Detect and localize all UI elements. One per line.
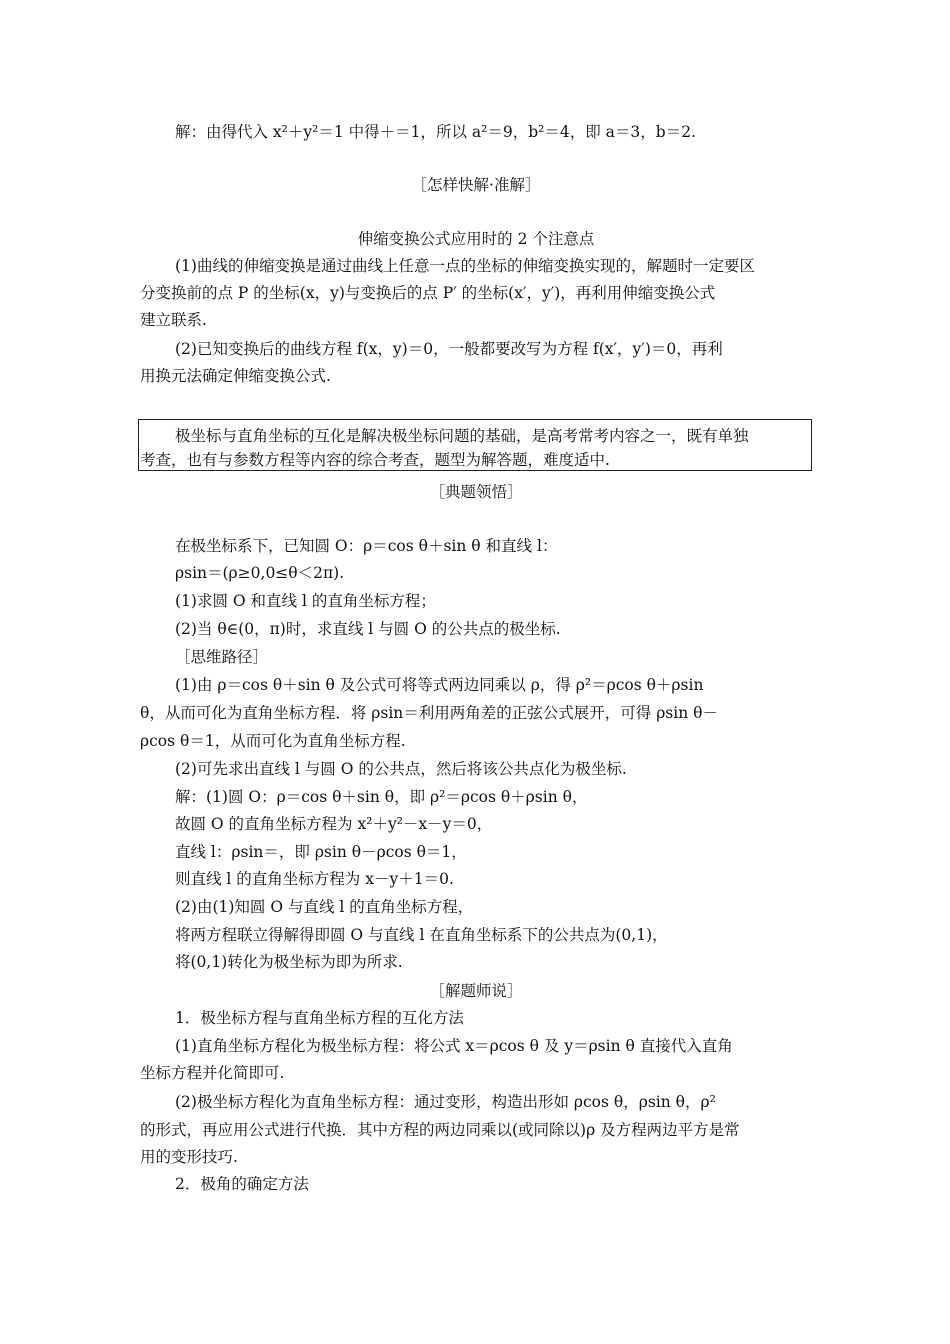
paragraph-line: 建立联系.	[140, 311, 207, 329]
solution-line: 直线 l：ρsin＝，即 ρsin θ－ρcos θ＝1，	[175, 843, 467, 861]
paragraph-line: 的形式，再应用公式进行代换．其中方程的两边同乘以(或同除以)ρ 及方程两边平方是常	[140, 1121, 740, 1139]
paragraph-line: (2)已知变换后的曲线方程 f(x，y)＝0，一般都要改写为方程 f(x′，y′)＝0，再利	[175, 340, 723, 358]
paragraph-line: ρcos θ＝1，从而可化为直角坐标方程.	[140, 732, 406, 750]
paragraph-line: θ，从而可化为直角坐标方程．将 ρsin＝利用两角差的正弦公式展开，可得 ρsin θ－	[140, 704, 718, 722]
problem-line: (1)求圆 O 和直线 l 的直角坐标方程；	[175, 592, 436, 610]
solution-line: 解：(1)圆 O：ρ＝cos θ＋sin θ，即 ρ²＝ρcos θ＋ρsin θ，	[175, 788, 588, 806]
solution-line: (2)由(1)知圆 O 与直线 l 的直角坐标方程，	[175, 898, 474, 916]
section-heading: ［怎样快解·准解］	[411, 176, 541, 194]
problem-line: (2)当 θ∈(0，π)时，求直线 l 与圆 O 的公共点的极坐标.	[175, 620, 561, 638]
paragraph-line: 用的变形技巧.	[140, 1148, 238, 1166]
section-heading: ［典题领悟］	[429, 483, 523, 501]
subsection-title: 伸缩变换公式应用时的 2 个注意点	[357, 230, 595, 248]
section-heading: ［解题师说］	[429, 982, 523, 1000]
numbered-heading: 1．极坐标方程与直角坐标方程的互化方法	[175, 1009, 464, 1027]
paragraph-line: (2)极坐标方程化为直角坐标方程：通过变形，构造出形如 ρcos θ，ρsin θ，ρ²	[175, 1093, 716, 1111]
numbered-heading: 2．极角的确定方法	[175, 1175, 309, 1193]
paragraph-line: 分变换前的点 P 的坐标(x，y)与变换后的点 P′ 的坐标(x′，y′)，再利用伸缩变换公式	[140, 284, 716, 302]
problem-line: ρsin＝(ρ≥0,0≤θ＜2π).	[175, 564, 345, 582]
paragraph-line: 用换元法确定伸缩变换公式.	[140, 367, 331, 385]
paragraph-line: (1)曲线的伸缩变换是通过曲线上任意一点的坐标的伸缩变换实现的，解题时一定要区	[175, 257, 755, 275]
summary-line: 极坐标与直角坐标的互化是解决极坐标问题的基础，是高考常考内容之一，既有单独	[175, 427, 749, 445]
solution-line: 将两方程联立得解得即圆 O 与直线 l 在直角坐标系下的公共点为(0,1)，	[175, 926, 668, 944]
solution-line: 解：由得代入 x²＋y²＝1 中得＋＝1，所以 a²＝9，b²＝4，即 a＝3，b＝2.	[175, 123, 696, 141]
solution-line: 则直线 l 的直角坐标方程为 x－y＋1＝0.	[175, 870, 454, 888]
problem-line: 在极坐标系下，已知圆 O：ρ＝cos θ＋sin θ 和直线 l：	[175, 537, 558, 555]
paragraph-line: (1)由 ρ＝cos θ＋sin θ 及公式可将等式两边同乘以 ρ，得 ρ²＝ρcos θ＋ρsin	[175, 676, 704, 694]
paragraph-line: 坐标方程并化简即可.	[140, 1064, 285, 1082]
paragraph-line: (1)直角坐标方程化为极坐标方程：将公式 x＝ρcos θ 及 y＝ρsin θ 直接代入直角	[175, 1037, 733, 1055]
section-heading: ［思维路径］	[175, 648, 269, 666]
paragraph-line: (2)可先求出直线 l 与圆 O 的公共点，然后将该公共点化为极坐标.	[175, 760, 627, 778]
solution-line: 故圆 O 的直角坐标方程为 x²＋y²－x－y＝0，	[175, 815, 493, 833]
summary-line: 考查，也有与参数方程等内容的综合考查，题型为解答题，难度适中.	[140, 451, 610, 469]
solution-line: 将(0,1)转化为极坐标为即为所求.	[175, 953, 403, 971]
